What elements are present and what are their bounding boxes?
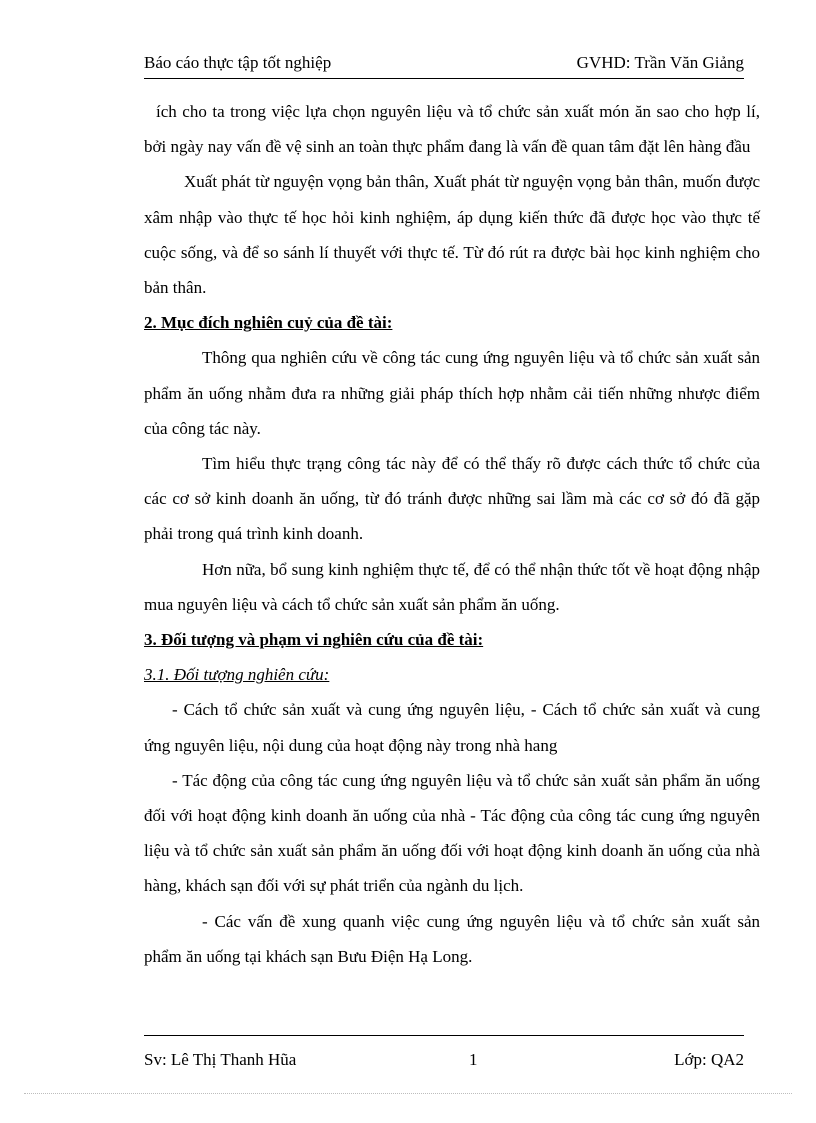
section-heading-3: 3. Đối tượng và phạm vi nghiên cứu của đề tài: bbox=[144, 630, 484, 650]
paragraph-purpose-3: Hơn nữa, bổ sung kinh nghiệm thực tế, để có thể nhận thức tốt về hoạt động nhập mua nguyên liệu và cách tổ chức sản xuất sản phẩm ăn uống. bbox=[144, 559, 760, 614]
footer-class: Lớp: QA2 bbox=[674, 1050, 744, 1069]
page-boundary-divider bbox=[24, 1093, 792, 1094]
header-advisor: GVHD: Trần Văn Giảng bbox=[576, 53, 744, 72]
list-item-impact: - Tác động của công tác cung ứng nguyên liệu và tổ chức sản xuất sản phẩm ăn uống đối với hoạt động kinh doanh ăn uống của nhà - Tác động của công tác cung ứng nguyên liệu và tổ chức sản xuất sản phẩm ăn uống đối với hoạt động kinh doanh ăn uống của nhà hàng, khách sạn đối với sự phát triển của ngành du lịch. bbox=[144, 770, 760, 896]
page-footer bbox=[144, 1035, 744, 1076]
list-item-organization: - Cách tổ chức sản xuất và cung ứng nguyên liệu, - Cách tổ chức sản xuất và cung ứng nguyên liệu, nội dung của hoạt động này trong nhà hang bbox=[144, 700, 760, 755]
page-header bbox=[144, 52, 744, 79]
paragraph-intro-continuation: ích cho ta trong việc lựa chọn nguyên liệu và tổ chức sản xuất món ăn sao cho hợp lí, bởi ngày nay vấn đề vệ sinh an toàn thực phẩm đang là vấn đề quan tâm đặt lên hàng đầu bbox=[144, 102, 760, 157]
list-item-issues: - Các vấn đề xung quanh việc cung ứng nguyên liệu và tổ chức sản xuất sản phẩm ăn uống tại khách sạn Bưu Điện Hạ Long. bbox=[144, 911, 760, 966]
document-body bbox=[144, 94, 760, 974]
paragraph-purpose-1: Thông qua nghiên cứu về công tác cung ứng nguyên liệu và tổ chức sản xuất sản phẩm ăn uống nhằm đưa ra những giải pháp thích hợp nhằm cải tiến những nhược điểm của công tác này. bbox=[144, 348, 760, 438]
header-report-title: Báo cáo thực tập tốt nghiệp bbox=[144, 53, 332, 72]
section-heading-2: 2. Mục đích nghiên cuỷ của đề tài: bbox=[144, 313, 393, 333]
footer-student: Sv: Lê Thị Thanh Hũa bbox=[144, 1050, 297, 1069]
page-number: 1 bbox=[469, 1050, 478, 1069]
paragraph-purpose-2: Tìm hiểu thực trạng công tác này để có thể thấy rõ được cách thức tổ chức của các cơ sở kinh doanh ăn uống, từ đó tránh được những sai lầm mà các cơ sở đó đã gặp phải trong quá trình kinh doanh. bbox=[144, 454, 760, 544]
subsection-heading-3-1: 3.1. Đối tượng nghiên cứu: bbox=[144, 665, 330, 685]
paragraph-motivation: Xuất phát từ nguyện vọng bản thân, Xuất phát từ nguyện vọng bản thân, muốn được xâm nhập vào thực tế học hỏi kinh nghiệm, áp dụng kiến thức đã được học vào thực tế cuộc sống, và để so sánh lí thuyết với thực tế. Từ đó rút ra được bài học kinh nghiệm cho bản thân. bbox=[144, 172, 760, 298]
